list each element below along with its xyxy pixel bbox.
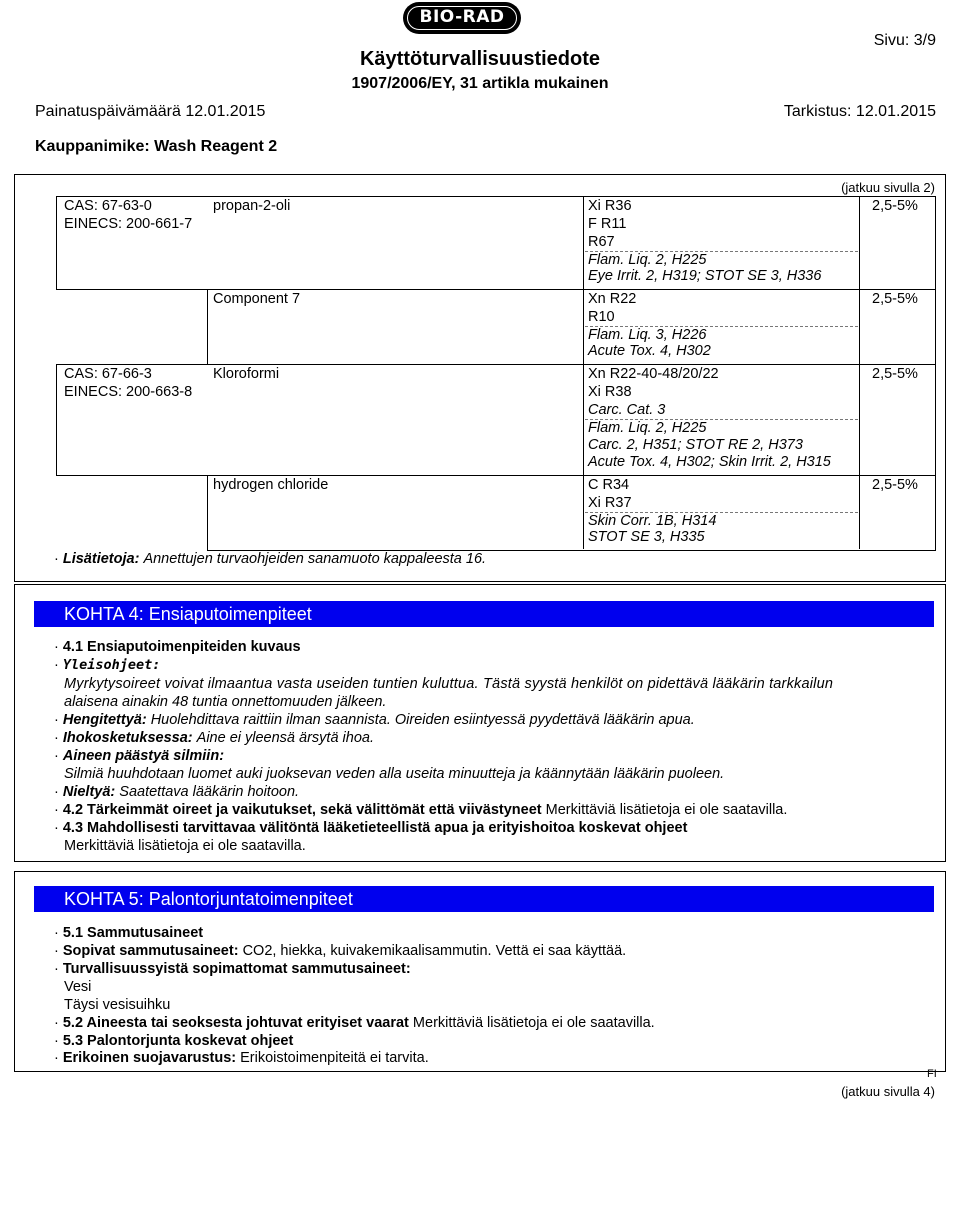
- classification: F R11: [588, 216, 627, 232]
- skin-contact-label: Ihokosketuksessa:: [62, 730, 193, 746]
- classification: C R34: [588, 477, 630, 493]
- classification: Xi R36: [588, 198, 632, 214]
- subsection-4-2: · 4.2 Tärkeimmät oireet ja vaikutukset, sekä välittömät että viivästyneet Merkittäviä lisätietoja ei ole saatavilla.: [54, 802, 788, 818]
- eye-contact: · Aineen päästyä silmiin:: [54, 748, 225, 764]
- classification: Carc. 2, H351; STOT RE 2, H373: [588, 437, 803, 453]
- ingestion-label: Nieltyä:: [62, 784, 116, 800]
- suitable-extinguishing: · Sopivat sammutusaineet: CO2, hiekka, kuivakemikaalisammutin. Vettä ei saa käyttää.: [54, 943, 627, 959]
- product-name: Kauppanimike: Wash Reagent 2: [35, 138, 278, 155]
- substance-name: Kloroformi: [213, 366, 280, 382]
- bio-rad-logo: [403, 2, 521, 34]
- concentration: 2,5-5%: [872, 366, 918, 382]
- classification: Xi R37: [588, 495, 632, 511]
- subsection-4-1-title: 4.1 Ensiaputoimenpiteiden kuvaus: [62, 639, 301, 655]
- classification: STOT SE 3, H335: [588, 529, 705, 545]
- additional-info-text: Annettujen turvaohjeiden sanamuoto kappaleesta 16.: [143, 551, 487, 567]
- ingestion-text: Saatettava lääkärin hoitoon.: [119, 784, 300, 800]
- subsection-4-2-title: 4.2 Tärkeimmät oireet ja vaikutukset, sekä välittömät että viivästyneet: [62, 802, 542, 818]
- cas-number: CAS: 67-66-3: [64, 366, 152, 382]
- classification: Flam. Liq. 3, H226: [588, 327, 707, 343]
- unsuitable-extinguishing-label: Turvallisuussyistä sopimattomat sammutusaineet:: [62, 961, 411, 977]
- print-date: Painatuspäivämäärä 12.01.2015: [35, 103, 266, 120]
- general-advice-label: Yleisohjeet:: [62, 657, 161, 673]
- classification: R10: [588, 309, 615, 325]
- eye-contact-text: Silmiä huuhdotaan luomet auki juoksevan veden alla useita minuutteja ja käännytään lääkärin puoleen.: [64, 766, 725, 782]
- column-divider: [859, 196, 860, 549]
- continued-to: (jatkuu sivulla 4): [841, 1084, 935, 1099]
- subsection-4-2-text: Merkittäviä lisätietoja ei ole saatavilla.: [545, 802, 788, 818]
- substance-name: hydrogen chloride: [213, 477, 329, 493]
- section-5-title: KOHTA 5: Palontorjuntatoimenpiteet: [64, 889, 353, 909]
- general-advice: · Yleisohjeet:: [54, 657, 161, 673]
- classification: Carc. Cat. 3: [588, 402, 666, 418]
- subsection-5-2-text: Merkittäviä lisätietoja ei ole saatavilla.: [412, 1015, 655, 1031]
- document-subtitle: 1907/2006/EY, 31 artikla mukainen: [351, 75, 609, 92]
- classification: Acute Tox. 4, H302: [588, 343, 711, 359]
- classification: Xi R38: [588, 384, 632, 400]
- subsection-5-2: · 5.2 Aineesta tai seoksesta johtuvat erityiset vaarat Merkittäviä lisätietoja ei ole saatavilla.: [54, 1015, 655, 1031]
- subsection-4-3: · 4.3 Mahdollisesti tarvittavaa välitöntä lääketieteellistä apua ja erityishoitoa koskevat ohjeet: [54, 820, 688, 836]
- subsection-5-3-title: 5.3 Palontorjunta koskevat ohjeet: [62, 1033, 294, 1049]
- protective-equipment-label: Erikoinen suojavarustus:: [62, 1050, 237, 1066]
- concentration: 2,5-5%: [872, 477, 918, 493]
- section-4-title: KOHTA 4: Ensiaputoimenpiteet: [64, 604, 312, 624]
- section-5-banner: [34, 886, 934, 912]
- subsection-5-1-title: 5.1 Sammutusaineet: [62, 925, 204, 941]
- subsection-4-1: · 4.1 Ensiaputoimenpiteiden kuvaus: [54, 639, 301, 655]
- suitable-extinguishing-text: CO2, hiekka, kuivakemikaalisammutin. Vettä ei saa käyttää.: [242, 943, 627, 959]
- document-title: Käyttöturvallisuustiedote: [359, 48, 601, 70]
- page-number: Sivu: 3/9: [873, 32, 936, 49]
- subsection-5-2-title: 5.2 Aineesta tai seoksesta johtuvat erityiset vaarat: [62, 1015, 409, 1031]
- cas-number: CAS: 67-63-0: [64, 198, 152, 214]
- revision-date: Tarkistus: 12.01.2015: [783, 103, 936, 120]
- classification: Skin Corr. 1B, H314: [588, 513, 717, 529]
- general-advice-text: alaisena ainakin 48 tuntia onnettomuuden jälkeen.: [64, 694, 387, 710]
- continued-from: (jatkuu sivulla 2): [841, 180, 935, 195]
- subsection-5-3: · 5.3 Palontorjunta koskevat ohjeet: [54, 1033, 294, 1049]
- column-divider: [583, 196, 584, 549]
- unsuitable-item: Vesi: [64, 979, 92, 995]
- classification: Flam. Liq. 2, H225: [588, 420, 707, 436]
- inhalation-text: Huolehdittava raittiin ilman saannista. Oireiden esiintyessä pyydettävä lääkärin apua.: [150, 712, 695, 728]
- subsection-5-1: · 5.1 Sammutusaineet: [54, 925, 204, 941]
- unsuitable-item: Täysi vesisuihku: [64, 997, 171, 1013]
- einecs-number: EINECS: 200-661-7: [64, 216, 193, 232]
- section-4-banner: [34, 601, 934, 627]
- concentration: 2,5-5%: [872, 198, 918, 214]
- subsection-4-3-title: 4.3 Mahdollisesti tarvittavaa välitöntä lääketieteellistä apua ja erityishoitoa koskevat ohjeet: [62, 820, 688, 836]
- classification: Eye Irrit. 2, H319; STOT SE 3, H336: [588, 268, 822, 284]
- language-code: FI: [927, 1068, 937, 1080]
- inhalation-label: Hengitettyä:: [62, 712, 147, 728]
- classification: Acute Tox. 4, H302; Skin Irrit. 2, H315: [588, 454, 831, 470]
- skin-contact-text: Aine ei yleensä ärsytä ihoa.: [196, 730, 374, 746]
- classification: Flam. Liq. 2, H225: [588, 252, 707, 268]
- suitable-extinguishing-label: Sopivat sammutusaineet:: [62, 943, 239, 959]
- logo-text: BIO-RAD: [407, 6, 517, 30]
- substance-name: propan-2-oli: [213, 198, 291, 214]
- inhalation: · Hengitettyä: Huolehdittava raittiin ilman saannista. Oireiden esiintyessä pyydettävä lääkärin apua.: [54, 712, 695, 728]
- protective-equipment-text: Erikoistoimenpiteitä ei tarvita.: [240, 1050, 429, 1066]
- classification: Xn R22: [588, 291, 637, 307]
- skin-contact: · Ihokosketuksessa: Aine ei yleensä ärsytä ihoa.: [54, 730, 374, 746]
- subsection-4-3-text: Merkittäviä lisätietoja ei ole saatavilla.: [64, 838, 306, 854]
- protective-equipment: · Erikoinen suojavarustus: Erikoistoimenpiteitä ei tarvita.: [54, 1050, 429, 1066]
- eye-contact-label: Aineen päästyä silmiin:: [62, 748, 225, 764]
- general-advice-text: Myrkytysoireet voivat ilmaantua vasta useiden tuntien kuluttua. Tästä syystä henkilöt on pidettävä lääkärin tarkkailun: [64, 676, 834, 692]
- einecs-number: EINECS: 200-663-8: [64, 384, 193, 400]
- unsuitable-extinguishing: · Turvallisuussyistä sopimattomat sammutusaineet:: [54, 961, 411, 977]
- additional-info-label: Lisätietoja:: [62, 551, 140, 567]
- additional-info: · Lisätietoja: Annettujen turvaohjeiden sanamuoto kappaleesta 16.: [54, 551, 487, 567]
- classification: Xn R22-40-48/20/22: [588, 366, 719, 382]
- ingestion: · Nieltyä: Saatettava lääkärin hoitoon.: [54, 784, 300, 800]
- substance-name: Component 7: [213, 291, 301, 307]
- concentration: 2,5-5%: [872, 291, 918, 307]
- table-row: [207, 289, 936, 365]
- classification: R67: [588, 234, 615, 250]
